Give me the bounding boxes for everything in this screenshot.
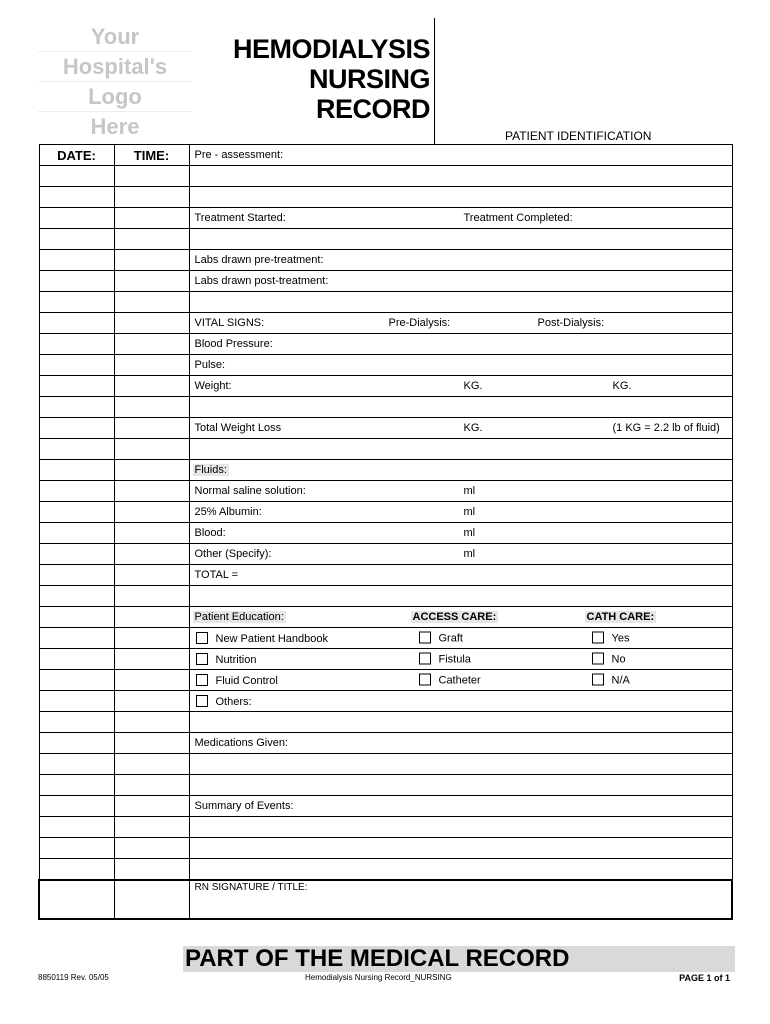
time-cell[interactable] bbox=[114, 775, 189, 796]
page-number: PAGE 1 of 1 bbox=[679, 973, 730, 983]
total-fluid-field[interactable] bbox=[189, 565, 732, 586]
table-row bbox=[39, 649, 732, 670]
time-cell[interactable] bbox=[114, 586, 189, 607]
time-cell[interactable] bbox=[114, 250, 189, 271]
medications-label: Medications Given: bbox=[194, 737, 289, 749]
date-cell[interactable] bbox=[39, 229, 114, 250]
pre-assessment-field[interactable] bbox=[189, 145, 732, 166]
date-cell[interactable] bbox=[39, 481, 114, 502]
time-cell[interactable] bbox=[114, 334, 189, 355]
weight-label: Weight: bbox=[194, 380, 232, 392]
date-cell[interactable] bbox=[39, 187, 114, 208]
checkbox-row bbox=[189, 628, 732, 649]
pre-assessment-label: Pre - assessment: bbox=[194, 149, 284, 161]
date-cell[interactable] bbox=[39, 250, 114, 271]
time-cell[interactable] bbox=[114, 460, 189, 481]
time-cell[interactable] bbox=[114, 859, 189, 881]
treatment-started-label: Treatment Started: bbox=[194, 212, 286, 224]
date-cell[interactable] bbox=[39, 166, 114, 187]
date-cell[interactable] bbox=[39, 691, 114, 712]
nutrition-option[interactable]: Nutrition bbox=[195, 654, 257, 666]
date-cell[interactable] bbox=[39, 418, 114, 439]
table-row bbox=[39, 292, 732, 313]
header-divider bbox=[434, 18, 435, 144]
table-row bbox=[39, 838, 732, 859]
time-cell[interactable] bbox=[114, 292, 189, 313]
date-cell[interactable] bbox=[39, 271, 114, 292]
table-row bbox=[39, 229, 732, 250]
time-cell[interactable] bbox=[114, 628, 189, 649]
checkbox[interactable] bbox=[592, 632, 604, 644]
notes-cell[interactable] bbox=[189, 229, 732, 250]
checkbox[interactable] bbox=[419, 632, 431, 644]
time-cell[interactable] bbox=[114, 502, 189, 523]
fluids-header-cell bbox=[189, 460, 732, 481]
table-row bbox=[39, 334, 732, 355]
rn-signature-field[interactable] bbox=[189, 880, 732, 919]
table-row bbox=[39, 439, 732, 460]
form-name: Hemodialysis Nursing Record_NURSING bbox=[305, 973, 452, 982]
form-title bbox=[190, 34, 430, 124]
date-header: DATE: bbox=[39, 145, 114, 166]
date-cell[interactable] bbox=[39, 313, 114, 334]
table-row bbox=[39, 523, 732, 544]
labs-post-field[interactable] bbox=[189, 271, 732, 292]
blood-field[interactable] bbox=[189, 523, 732, 544]
albumin-label: 25% Albumin: bbox=[194, 506, 262, 518]
time-cell[interactable] bbox=[114, 523, 189, 544]
na-option[interactable]: N/A bbox=[591, 674, 630, 687]
form-title-line: RECORD bbox=[315, 94, 430, 124]
date-cell[interactable] bbox=[39, 838, 114, 859]
date-cell[interactable] bbox=[39, 775, 114, 796]
total-weight-loss-field[interactable] bbox=[189, 418, 732, 439]
checkbox[interactable] bbox=[419, 653, 431, 665]
labs-pre-field[interactable] bbox=[189, 250, 732, 271]
labs-post-label: Labs drawn post-treatment: bbox=[194, 275, 329, 287]
blood-pressure-label: Blood Pressure: bbox=[194, 338, 273, 350]
ml-unit: ml bbox=[463, 548, 476, 560]
other-fluid-field[interactable] bbox=[189, 544, 732, 565]
normal-saline-label: Normal saline solution: bbox=[194, 485, 306, 497]
date-cell[interactable] bbox=[39, 397, 114, 418]
pulse-label: Pulse: bbox=[194, 359, 226, 371]
table-row bbox=[39, 208, 732, 229]
fluid-control-option[interactable]: Fluid Control bbox=[195, 675, 278, 687]
date-cell[interactable] bbox=[39, 523, 114, 544]
time-cell[interactable] bbox=[114, 355, 189, 376]
table-row bbox=[39, 712, 732, 733]
summary-label: Summary of Events: bbox=[194, 800, 294, 812]
date-cell[interactable] bbox=[39, 607, 114, 628]
yes-option[interactable]: Yes bbox=[591, 632, 630, 645]
patient-education-label: Patient Education: bbox=[194, 611, 284, 623]
table-row bbox=[39, 481, 732, 502]
education-header-cell bbox=[189, 607, 732, 628]
weight-field[interactable] bbox=[189, 376, 732, 397]
time-cell[interactable] bbox=[114, 817, 189, 838]
date-cell[interactable] bbox=[39, 565, 114, 586]
total-label: TOTAL = bbox=[194, 569, 239, 581]
table-row bbox=[39, 187, 732, 208]
time-header: TIME: bbox=[114, 145, 189, 166]
time-cell[interactable] bbox=[114, 439, 189, 460]
table-row bbox=[39, 670, 732, 691]
weight-pre-unit: KG. bbox=[463, 380, 483, 392]
vital-signs-label: VITAL SIGNS: bbox=[194, 317, 265, 329]
hospital-logo-placeholder bbox=[38, 22, 192, 141]
time-cell[interactable] bbox=[114, 838, 189, 859]
notes-cell[interactable] bbox=[189, 439, 732, 460]
notes-cell[interactable] bbox=[189, 397, 732, 418]
notes-cell[interactable] bbox=[189, 859, 732, 881]
date-cell[interactable] bbox=[39, 817, 114, 838]
notes-cell[interactable] bbox=[189, 166, 732, 187]
date-cell[interactable] bbox=[39, 628, 114, 649]
date-cell[interactable] bbox=[39, 439, 114, 460]
checkbox[interactable] bbox=[592, 674, 604, 686]
nursing-record-table bbox=[38, 144, 733, 920]
notes-cell[interactable] bbox=[189, 775, 732, 796]
date-cell[interactable] bbox=[39, 670, 114, 691]
table-row bbox=[39, 607, 732, 628]
form-title-line: HEMODIALYSIS bbox=[232, 34, 430, 64]
pulse-field[interactable] bbox=[189, 355, 732, 376]
date-cell[interactable] bbox=[39, 502, 114, 523]
checkbox-row bbox=[189, 670, 732, 691]
notes-cell[interactable] bbox=[189, 838, 732, 859]
notes-cell[interactable] bbox=[189, 586, 732, 607]
date-cell[interactable] bbox=[39, 376, 114, 397]
post-dialysis-label: Post-Dialysis: bbox=[537, 317, 605, 329]
rn-signature-label: RN SIGNATURE / TITLE: bbox=[194, 882, 308, 893]
date-cell[interactable] bbox=[39, 733, 114, 754]
normal-saline-field[interactable] bbox=[189, 481, 732, 502]
checkbox[interactable] bbox=[196, 695, 208, 707]
form-title-line: NURSING bbox=[308, 64, 430, 94]
table-row bbox=[39, 586, 732, 607]
checkbox[interactable] bbox=[592, 653, 604, 665]
table-row bbox=[39, 691, 732, 712]
table-row bbox=[39, 628, 732, 649]
albumin-field[interactable] bbox=[189, 502, 732, 523]
blood-label: Blood: bbox=[194, 527, 226, 539]
time-cell[interactable] bbox=[114, 187, 189, 208]
time-cell[interactable] bbox=[114, 313, 189, 334]
treatment-times-field[interactable] bbox=[189, 208, 732, 229]
time-cell[interactable] bbox=[114, 397, 189, 418]
access-care-label: ACCESS CARE: bbox=[412, 611, 497, 623]
table-row bbox=[39, 502, 732, 523]
table-row bbox=[39, 271, 732, 292]
table-row bbox=[39, 418, 732, 439]
catheter-option[interactable]: Catheter bbox=[418, 674, 481, 687]
date-cell[interactable] bbox=[39, 586, 114, 607]
time-cell[interactable] bbox=[114, 691, 189, 712]
signature-row bbox=[39, 880, 732, 919]
time-cell[interactable] bbox=[114, 796, 189, 817]
table-row bbox=[39, 250, 732, 271]
time-cell[interactable] bbox=[114, 754, 189, 775]
time-cell[interactable] bbox=[114, 166, 189, 187]
ml-unit: ml bbox=[463, 485, 476, 497]
date-cell[interactable] bbox=[39, 712, 114, 733]
logo-line: Logo bbox=[38, 82, 192, 112]
vital-signs-header-cell bbox=[189, 313, 732, 334]
table-row bbox=[39, 859, 732, 881]
time-cell[interactable] bbox=[114, 607, 189, 628]
table-row bbox=[39, 817, 732, 838]
date-cell[interactable] bbox=[39, 460, 114, 481]
total-weight-loss-label: Total Weight Loss bbox=[194, 422, 282, 434]
time-cell[interactable] bbox=[114, 481, 189, 502]
table-row bbox=[39, 544, 732, 565]
table-row bbox=[39, 796, 732, 817]
others-option[interactable]: Others: bbox=[195, 696, 252, 708]
table-row bbox=[39, 733, 732, 754]
checkbox[interactable] bbox=[196, 653, 208, 665]
notes-cell[interactable] bbox=[189, 754, 732, 775]
blood-pressure-field[interactable] bbox=[189, 334, 732, 355]
logo-line: Your bbox=[38, 22, 192, 52]
ml-unit: ml bbox=[463, 527, 476, 539]
checkbox[interactable] bbox=[419, 674, 431, 686]
time-cell[interactable] bbox=[114, 544, 189, 565]
time-cell[interactable] bbox=[114, 565, 189, 586]
treatment-completed-label: Treatment Completed: bbox=[463, 212, 573, 224]
other-fluid-label: Other (Specify): bbox=[194, 548, 272, 560]
table-row bbox=[39, 397, 732, 418]
logo-line: Hospital's bbox=[38, 52, 192, 82]
signature-date-cell[interactable] bbox=[39, 880, 114, 919]
checkbox[interactable] bbox=[196, 674, 208, 686]
time-cell[interactable] bbox=[114, 271, 189, 292]
fluids-label: Fluids: bbox=[194, 464, 227, 476]
date-cell[interactable] bbox=[39, 208, 114, 229]
checkbox-row bbox=[189, 691, 732, 712]
time-cell[interactable] bbox=[114, 670, 189, 691]
kg-conversion-note: (1 KG = 2.2 lb of fluid) bbox=[612, 422, 720, 434]
table-row bbox=[39, 460, 732, 481]
date-cell[interactable] bbox=[39, 544, 114, 565]
table-row bbox=[39, 376, 732, 397]
time-cell[interactable] bbox=[114, 418, 189, 439]
patient-identification-label: PATIENT IDENTIFICATION bbox=[505, 129, 652, 143]
form-number: 8850119 Rev. 05/05 bbox=[38, 973, 109, 982]
date-cell[interactable] bbox=[39, 334, 114, 355]
no-option[interactable]: No bbox=[591, 653, 626, 666]
weight-post-unit: KG. bbox=[612, 380, 632, 392]
notes-cell[interactable] bbox=[189, 292, 732, 313]
table-row bbox=[39, 565, 732, 586]
pre-dialysis-label: Pre-Dialysis: bbox=[388, 317, 451, 329]
date-cell[interactable] bbox=[39, 292, 114, 313]
signature-time-cell[interactable] bbox=[114, 880, 189, 919]
checkbox-row bbox=[189, 649, 732, 670]
new-patient-handbook-option[interactable]: New Patient Handbook bbox=[195, 633, 329, 645]
time-cell[interactable] bbox=[114, 733, 189, 754]
time-cell[interactable] bbox=[114, 376, 189, 397]
date-cell[interactable] bbox=[39, 796, 114, 817]
date-cell[interactable] bbox=[39, 859, 114, 881]
cath-care-label: CATH CARE: bbox=[586, 611, 655, 623]
table-row bbox=[39, 754, 732, 775]
fistula-option[interactable]: Fistula bbox=[418, 653, 471, 666]
time-cell[interactable] bbox=[114, 712, 189, 733]
notes-cell[interactable] bbox=[189, 817, 732, 838]
graft-option[interactable]: Graft bbox=[418, 632, 463, 645]
table-row bbox=[39, 775, 732, 796]
medical-record-banner: PART OF THE MEDICAL RECORD bbox=[183, 946, 735, 972]
table-row bbox=[39, 355, 732, 376]
ml-unit: ml bbox=[463, 506, 476, 518]
notes-cell[interactable] bbox=[189, 712, 732, 733]
medications-field[interactable] bbox=[189, 733, 732, 754]
time-cell[interactable] bbox=[114, 229, 189, 250]
summary-field[interactable] bbox=[189, 796, 732, 817]
date-cell[interactable] bbox=[39, 355, 114, 376]
date-cell[interactable] bbox=[39, 754, 114, 775]
time-cell[interactable] bbox=[114, 208, 189, 229]
header-row bbox=[39, 145, 732, 166]
checkbox[interactable] bbox=[196, 632, 208, 644]
table-row bbox=[39, 166, 732, 187]
labs-pre-label: Labs drawn pre-treatment: bbox=[194, 254, 324, 266]
notes-cell[interactable] bbox=[189, 187, 732, 208]
weight-loss-unit: KG. bbox=[463, 422, 483, 434]
date-cell[interactable] bbox=[39, 649, 114, 670]
time-cell[interactable] bbox=[114, 649, 189, 670]
table-row bbox=[39, 313, 732, 334]
logo-line: Here bbox=[90, 114, 140, 139]
